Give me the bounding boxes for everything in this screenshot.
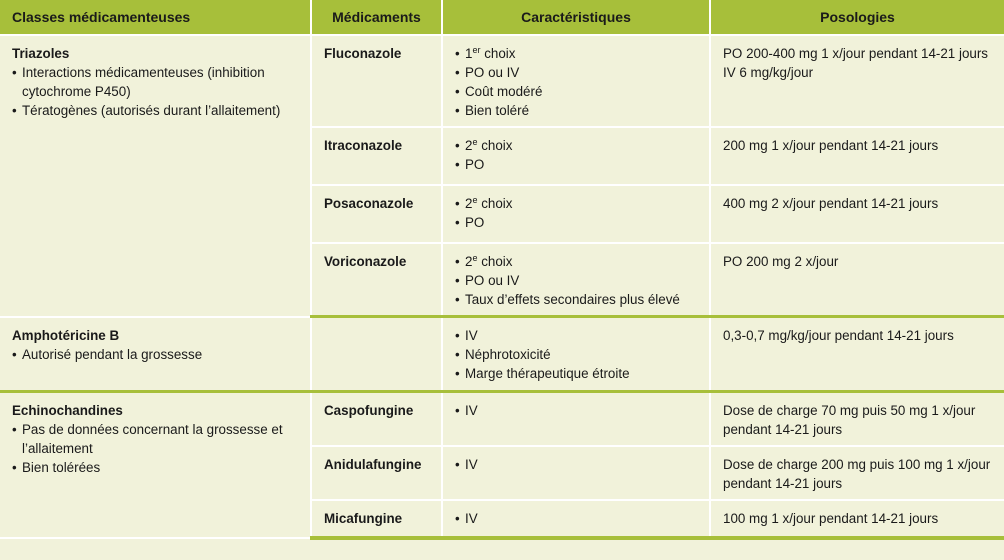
class-cell-triazoles — [0, 35, 311, 317]
drug-name-empty — [311, 317, 442, 392]
dosage-itraconazole: 200 mg 1 x/jour pendant 14-21 jours — [710, 127, 1004, 185]
dosage-caspofungine: Dose de charge 70 mg puis 50 mg 1 x/jour pendant 14-21 jours — [710, 392, 1004, 447]
features-voriconazole — [442, 243, 710, 317]
features-posaconazole — [442, 185, 710, 243]
class-cell-amphotericin — [0, 317, 311, 392]
features-amphotericin — [442, 317, 710, 392]
drug-name-posaconazole: Posaconazole — [311, 185, 442, 243]
class-name-triazoles: Triazoles — [12, 46, 70, 61]
drug-name-voriconazole: Voriconazole — [311, 243, 442, 317]
feature-item: • PO — [455, 213, 699, 232]
features-micafungine — [442, 500, 710, 538]
feature-item: • PO ou IV — [455, 271, 699, 290]
header-row — [0, 0, 1004, 35]
drug-name-caspofungine: Caspofungine — [311, 392, 442, 447]
class-note: • Tératogènes (autorisés durant l’allaitement) — [12, 101, 300, 120]
dosage-anidulafungine: Dose de charge 200 mg puis 100 mg 1 x/jour pendant 14-21 jours — [710, 446, 1004, 500]
features-itraconazole — [442, 127, 710, 185]
dosage-posaconazole: 400 mg 2 x/jour pendant 14-21 jours — [710, 185, 1004, 243]
class-note: • Bien tolérées — [12, 458, 300, 477]
class-name-amphotericin: Amphotéricine B — [12, 327, 120, 343]
header-drugs: Médicaments — [311, 0, 442, 35]
dosage-micafungine: 100 mg 1 x/jour pendant 14-21 jours — [710, 500, 1004, 538]
features-fluconazole — [442, 35, 710, 127]
feature-item: • IV — [455, 455, 699, 474]
header-dosages: Posologies — [710, 0, 1004, 35]
dosage-amphotericin: 0,3-0,7 mg/kg/jour pendant 14-21 jours — [710, 317, 1004, 392]
dosage-fluconazole: PO 200-400 mg 1 x/jour pendant 14-21 jours IV 6 mg/kg/jour — [710, 35, 1004, 127]
feature-item: • 2e choix — [455, 252, 699, 271]
drug-name-micafungine: Micafungine — [311, 500, 442, 538]
feature-item: • Marge thérapeutique étroite — [455, 364, 699, 383]
class-name-echinocandins: Echinochandines — [12, 403, 123, 418]
feature-item: • Néphrotoxicité — [455, 345, 699, 364]
feature-item: • Coût modéré — [455, 82, 699, 101]
table-row — [0, 317, 1004, 392]
class-note: • Interactions médicamenteuses (inhibition cytochrome P450) — [12, 63, 300, 101]
drug-name-fluconazole: Fluconazole — [311, 35, 442, 127]
feature-item: • 1er choix — [455, 44, 699, 63]
feature-item: • IV — [455, 326, 699, 345]
header-features: Caractéristiques — [442, 0, 710, 35]
table-row — [0, 35, 1004, 127]
class-note: • Autorisé pendant la grossesse — [12, 345, 300, 364]
dosage-voriconazole: PO 200 mg 2 x/jour — [710, 243, 1004, 317]
feature-item: • 2e choix — [455, 194, 699, 213]
features-caspofungine — [442, 392, 710, 447]
drug-name-itraconazole: Itraconazole — [311, 127, 442, 185]
class-notes-amphotericin — [12, 345, 300, 364]
feature-item: • PO — [455, 155, 699, 174]
table-row — [0, 392, 1004, 447]
feature-item: • IV — [455, 401, 699, 420]
class-notes-triazoles — [12, 63, 300, 120]
feature-item: • 2e choix — [455, 136, 699, 155]
feature-item: • Taux d’effets secondaires plus élevé — [455, 290, 699, 309]
class-cell-echinocandins — [0, 392, 311, 539]
class-note: • Pas de données concernant la grossesse et l’allaitement — [12, 420, 300, 458]
header-classes: Classes médicamenteuses — [0, 0, 311, 35]
feature-item: • Bien toléré — [455, 101, 699, 120]
drug-name-anidulafungine: Anidulafungine — [311, 446, 442, 500]
feature-item: • IV — [455, 509, 699, 528]
features-anidulafungine — [442, 446, 710, 500]
class-notes-echinocandins — [12, 420, 300, 477]
feature-item: • PO ou IV — [455, 63, 699, 82]
